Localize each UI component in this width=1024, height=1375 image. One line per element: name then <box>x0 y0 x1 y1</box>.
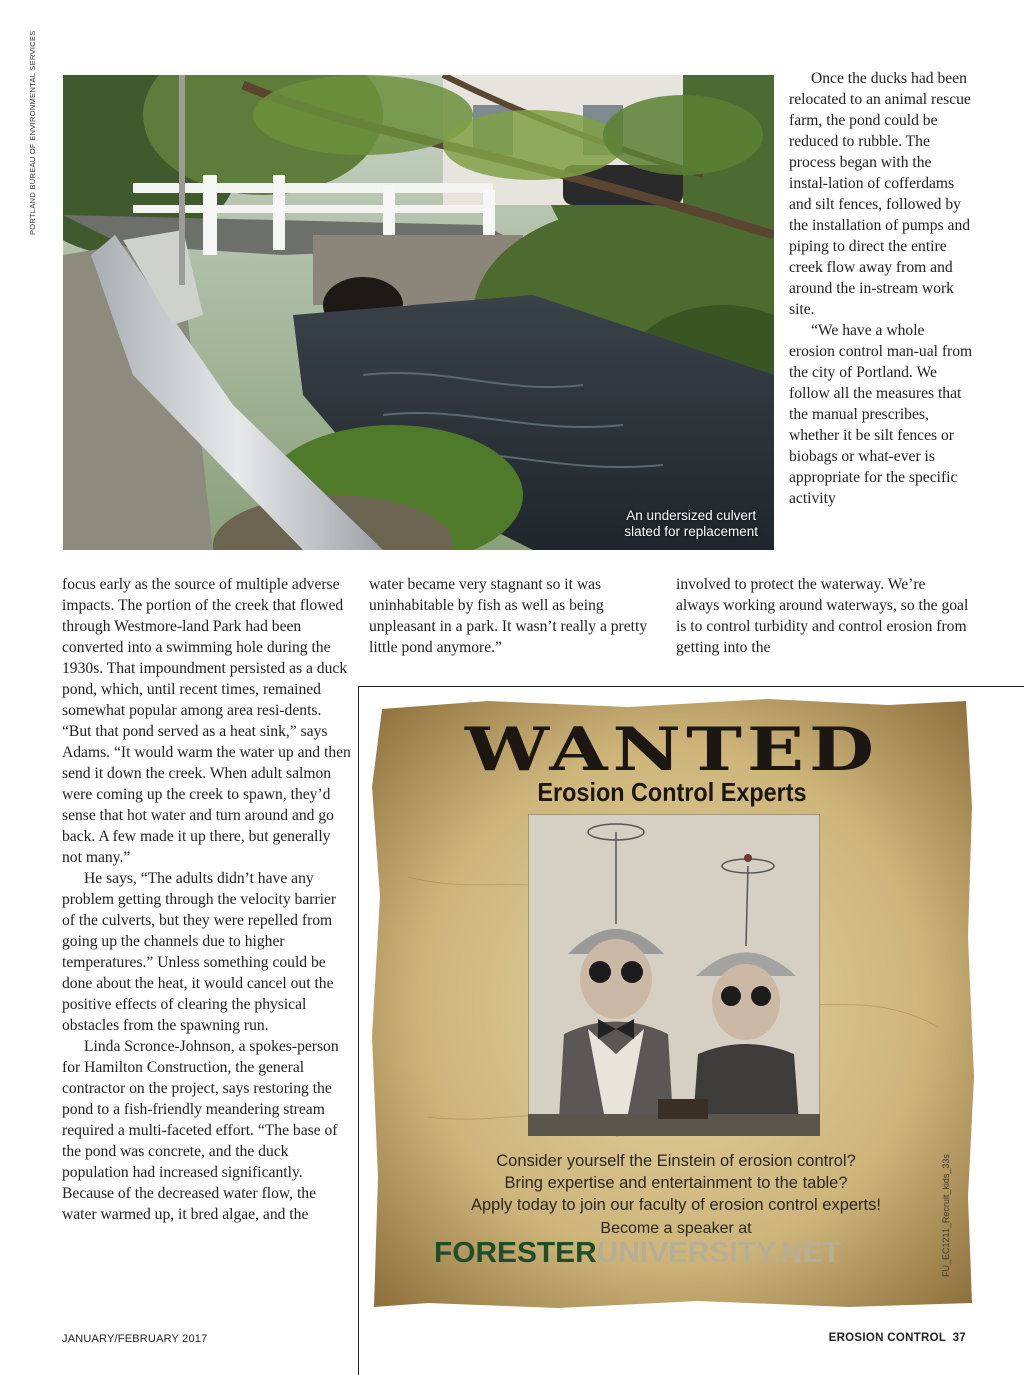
ad-body-line-1: Consider yourself the Einstein of erosion control? <box>496 1152 856 1170</box>
ad-body <box>368 1150 984 1216</box>
footer-page-number: 37 <box>952 1332 966 1344</box>
culvert-photo-illustration <box>63 75 774 550</box>
ad-body-line-3: Apply today to join our faculty of erosion control experts! <box>471 1196 881 1214</box>
ad-url-part-2: UNIVERSITY.NET <box>596 1237 841 1269</box>
ad-body-line-2: Bring expertise and entertainment to the table? <box>504 1174 848 1192</box>
middle-column <box>369 574 649 658</box>
photo-credit <box>28 30 40 235</box>
ad-url-link[interactable] <box>434 1237 841 1270</box>
left-column-paragraph-3: Linda Scronce-Johnson, a spokes-person for Hamilton Construction, the general contractor on the project, says restoring the pond to a fish-friendly meandering stream required a multi-faceted effort. “The base of the pond was concrete, and the duck population had increased significantly. Because of the decreased water flow, the water warmed up, it bred algae, and the <box>62 1038 339 1223</box>
right-column-paragraph-2: “We have a whole erosion control man-ual from the city of Portland. We follow all the measures that the manual prescribes, whether it be silt fences or biobags or what-ever is appropriate for the specific activity <box>789 322 973 507</box>
photo-caption <box>624 508 758 540</box>
middle-column-paragraph-1: water became very stagnant so it was uninhabitable by fish as well as being unpleasant in a park. It wasn’t really a pretty little pond anymore.” <box>369 576 648 656</box>
photo-caption-line-2: slated for replacement <box>624 524 758 539</box>
right-column-paragraph-2-continued: involved to protect the waterway. We’re always working around waterways, so the goal is to control turbidity and control erosion from getting into the <box>676 576 969 656</box>
ad-headline: WANTED <box>464 715 880 785</box>
left-column-paragraph-2: He says, “The adults didn’t have any problem getting through the velocity barrier of the culverts, but they were repelled from going up the channels due to higher temperatures.” Unless something could be done about the heat, it would cancel out the positive effects of clearing the physical obstacles from the spawning run. <box>62 870 337 1034</box>
ad-subhead: Erosion Control Experts <box>537 777 807 807</box>
footer-issue: JANUARY/FEBRUARY 2017 <box>62 1333 208 1345</box>
ad-url-part-1: FORESTER <box>434 1237 597 1269</box>
culvert-photo <box>63 75 774 550</box>
left-column-paragraph-1: focus early as the source of multiple adverse impacts. The portion of the creek that flowed through Westmore-land Park had been converted into a swimming hole during the 1930s. That impoundment persisted as a duck pond, which, until recent times, remained somewhat popular among area resi-dents. “But that pond served as a heat sink,” says Adams. “It would warm the water up and then send it down the creek. When adult salmon were coming up the creek to spawn, they’d sense that hot water and turn around and go back. A few made it up there, but generally not many.” <box>62 576 351 866</box>
ad-code-text: FU_EC1211_Recruit_kids_33s <box>941 1154 951 1277</box>
footer-magazine-name: EROSION CONTROL <box>828 1332 947 1344</box>
footer-folio <box>829 1332 966 1344</box>
ad-call-to-action: Become a speaker at <box>600 1220 752 1237</box>
left-column <box>62 574 352 1225</box>
photo-caption-line-1: An undersized culvert <box>626 508 757 523</box>
photo-credit-text: PORTLAND BUREAU OF ENVIRONMENTAL SERVICES <box>28 30 37 235</box>
right-column <box>789 68 974 509</box>
right-column-continued <box>676 574 972 658</box>
forester-university-ad[interactable] <box>368 697 976 1310</box>
right-column-paragraph-1: Once the ducks had been relocated to an animal rescue farm, the pond could be reduced to rubble. The process began with the instal-lation of cofferdams and silt fences, followed by the installation of pumps and piping to direct the entire creek flow away from and around the in-stream work site. <box>789 70 971 318</box>
kids-with-colanders-photo <box>528 814 820 1136</box>
